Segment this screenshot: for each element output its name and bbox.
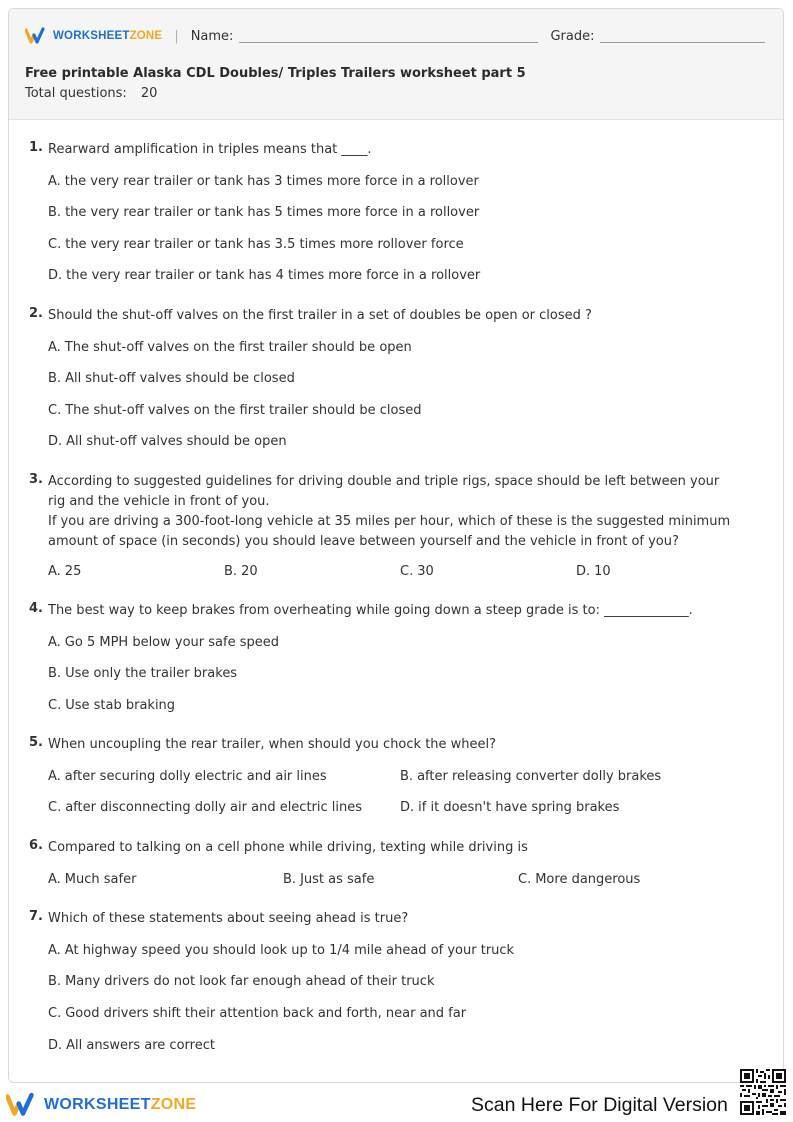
question-text-line: The best way to keep brakes from overheating while going down a steep grade is to: _____________.: [48, 603, 693, 618]
option-text: the very rear trailer or tank has 3 times more force in a rollover: [64, 174, 479, 189]
question-text-line: Compared to talking on a cell phone while driving, texting while driving is: [48, 840, 528, 855]
question-number: 6.: [29, 838, 43, 853]
question-3: [29, 472, 769, 592]
answer-option-c[interactable]: [518, 872, 640, 888]
question-text: [48, 306, 769, 326]
question-text-line: Should the shut-off valves on the first trailer in a set of doubles be open or closed ?: [48, 308, 592, 323]
total-questions-count: 20: [140, 86, 158, 101]
answer-option-c[interactable]: [48, 403, 421, 419]
answer-option-a[interactable]: [48, 564, 81, 580]
option-letter: C.: [400, 564, 414, 579]
header-separator: |: [174, 28, 179, 44]
option-letter: B.: [48, 371, 62, 386]
question-text: [48, 909, 769, 929]
question-text: [48, 140, 769, 160]
page-footer: [0, 1085, 793, 1122]
option-letter: A.: [48, 340, 61, 355]
brand-logo[interactable]: [25, 27, 162, 45]
option-text: Much safer: [64, 872, 137, 887]
question-6: [29, 838, 769, 898]
grade-field[interactable]: [600, 30, 765, 43]
question-2: [29, 306, 769, 466]
question-number: 5.: [29, 735, 43, 750]
option-letter: B.: [283, 872, 297, 887]
question-4: [29, 601, 769, 731]
option-text: Just as safe: [300, 872, 375, 887]
option-letter: D.: [576, 564, 591, 579]
option-letter: B.: [400, 769, 414, 784]
option-text: All shut-off valves should be open: [66, 434, 287, 449]
option-text: All answers are correct: [66, 1038, 215, 1053]
option-text: Many drivers do not look far enough ahead of their truck: [65, 974, 435, 989]
answer-option-d[interactable]: [48, 1038, 215, 1054]
question-text-line: If you are driving a 300-foot-long vehicle at 35 miles per hour, which of these is the suggested minimum amount of space (in seconds) you should leave between yourself and the vehicle in front of you?: [48, 514, 731, 549]
option-text: Good drivers shift their attention back and forth, near and far: [65, 1006, 467, 1021]
name-label: Name:: [190, 28, 234, 44]
option-letter: D.: [48, 434, 63, 449]
answer-option-a[interactable]: [48, 635, 279, 651]
answer-option-c[interactable]: [48, 1006, 466, 1022]
worksheet-title: Free printable Alaska CDL Doubles/ Triples Trailers worksheet part 5: [25, 66, 526, 81]
question-text-line: Rearward amplification in triples means that ____.: [48, 142, 372, 157]
answer-option-b[interactable]: [283, 872, 374, 888]
option-letter: A.: [48, 872, 61, 887]
option-text: after releasing converter dolly brakes: [417, 769, 662, 784]
answer-option-a[interactable]: [48, 769, 327, 785]
worksheet-header: [9, 9, 783, 120]
answer-option-d[interactable]: [576, 564, 611, 580]
answer-option-b[interactable]: [48, 666, 237, 682]
answer-option-d[interactable]: [48, 434, 287, 450]
answer-option-d[interactable]: [400, 800, 619, 816]
option-text: 30: [417, 564, 434, 579]
option-text: At highway speed you should look up to 1/4 mile ahead of your truck: [64, 943, 515, 958]
total-questions-label: Total questions:: [25, 86, 127, 101]
option-text: 25: [64, 564, 82, 579]
option-letter: A.: [48, 635, 61, 650]
question-5: [29, 735, 769, 831]
option-letter: C.: [48, 237, 62, 252]
option-text: the very rear trailer or tank has 3.5 times more rollover force: [65, 237, 464, 252]
answer-option-b[interactable]: [400, 769, 661, 785]
answer-option-a[interactable]: [48, 943, 514, 959]
question-number: 4.: [29, 601, 43, 616]
option-text: the very rear trailer or tank has 4 times more force in a rollover: [66, 268, 481, 283]
worksheet-page: [8, 8, 784, 1083]
question-text-line: Which of these statements about seeing ahead is true?: [48, 911, 409, 926]
question-1: [29, 140, 769, 300]
option-letter: C.: [48, 800, 62, 815]
option-text: Use only the trailer brakes: [65, 666, 238, 681]
option-letter: D.: [48, 268, 63, 283]
brand-name-part2: ZONE: [129, 30, 163, 42]
option-letter: D.: [400, 800, 415, 815]
answer-option-b[interactable]: [48, 371, 295, 387]
answer-option-a[interactable]: [48, 340, 412, 356]
answer-option-c[interactable]: [48, 237, 464, 253]
question-text: [48, 472, 738, 552]
answer-option-c[interactable]: [48, 698, 175, 714]
question-text-line: According to suggested guidelines for driving double and triple rigs, space should be left between your rig and the vehicle in front of you.: [48, 474, 720, 509]
option-text: The shut-off valves on the first trailer should be open: [64, 340, 412, 355]
option-text: The shut-off valves on the first trailer should be closed: [65, 403, 422, 418]
option-letter: B.: [224, 564, 238, 579]
brand-name-part1: WORKSHEET: [53, 30, 130, 42]
footer-brand-part1: WORKSHEET: [44, 1096, 151, 1113]
option-letter: A.: [48, 943, 61, 958]
qr-code-icon[interactable]: [740, 1069, 786, 1115]
option-letter: A.: [48, 769, 61, 784]
option-letter: C.: [48, 403, 62, 418]
answer-option-b[interactable]: [48, 205, 479, 221]
option-text: 10: [594, 564, 611, 579]
option-text: after securing dolly electric and air lines: [64, 769, 327, 784]
option-letter: C.: [518, 872, 532, 887]
question-number: 2.: [29, 306, 43, 321]
grade-label: Grade:: [550, 28, 595, 44]
answer-option-a[interactable]: [48, 174, 479, 190]
question-text: [48, 601, 769, 621]
option-letter: A.: [48, 174, 61, 189]
answer-option-d[interactable]: [48, 268, 480, 284]
option-letter: B.: [48, 666, 62, 681]
footer-brand-part2: ZONE: [150, 1096, 197, 1113]
question-number: 3.: [29, 472, 43, 487]
worksheetzone-logo-icon: [25, 27, 49, 45]
total-questions: [25, 86, 157, 101]
answer-option-b[interactable]: [48, 974, 434, 990]
option-text: the very rear trailer or tank has 5 times more force in a rollover: [65, 205, 480, 220]
answer-option-b[interactable]: [224, 564, 258, 580]
option-text: Go 5 MPH below your safe speed: [64, 635, 279, 650]
option-letter: B.: [48, 205, 62, 220]
option-text: 20: [241, 564, 258, 579]
name-field[interactable]: [239, 30, 538, 43]
option-letter: D.: [48, 1038, 63, 1053]
question-number: 1.: [29, 140, 43, 155]
scan-instruction: Scan Here For Digital Version: [471, 1094, 728, 1116]
question-text: [48, 735, 769, 755]
worksheetzone-logo-icon: [6, 1092, 40, 1118]
option-text: if it doesn't have spring brakes: [418, 800, 620, 815]
footer-brand-logo[interactable]: [6, 1092, 196, 1118]
option-letter: B.: [48, 974, 62, 989]
option-text: Use stab braking: [65, 698, 176, 713]
question-text-line: When uncoupling the rear trailer, when should you chock the wheel?: [48, 737, 497, 752]
option-letter: A.: [48, 564, 61, 579]
question-number: 7.: [29, 909, 43, 924]
option-text: All shut-off valves should be closed: [65, 371, 295, 386]
answer-option-c[interactable]: [48, 800, 362, 816]
option-text: after disconnecting dolly air and electric lines: [65, 800, 363, 815]
option-text: More dangerous: [535, 872, 641, 887]
option-letter: C.: [48, 698, 62, 713]
answer-option-c[interactable]: [400, 564, 434, 580]
option-letter: C.: [48, 1006, 62, 1021]
answer-option-a[interactable]: [48, 872, 136, 888]
question-7: [29, 909, 769, 1069]
question-text: [48, 838, 769, 858]
